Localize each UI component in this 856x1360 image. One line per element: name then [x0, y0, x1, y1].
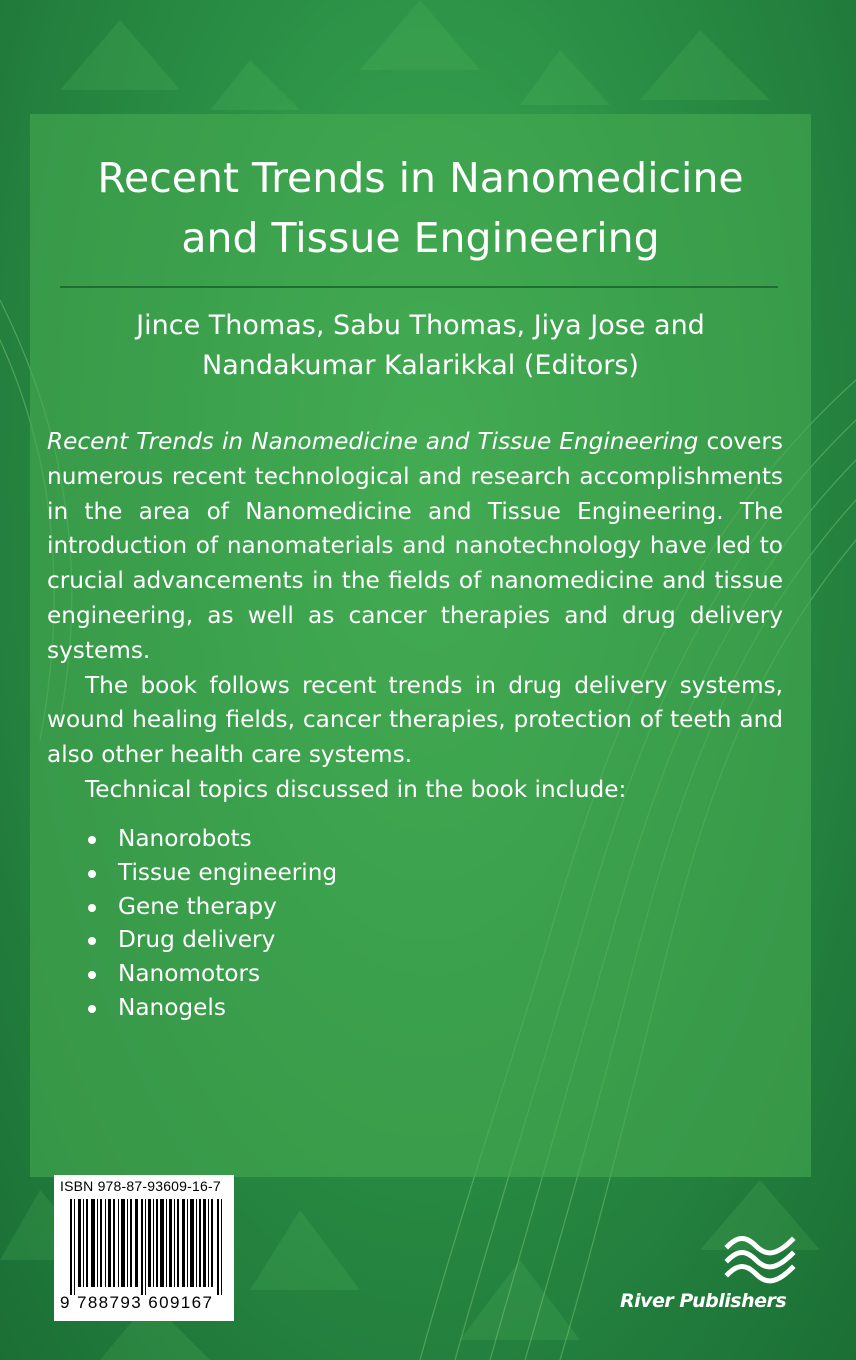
publisher-name: River Publishers [620, 1290, 787, 1312]
description-paragraph-2: The book follows recent trends in drug delivery systems, wound healing fields, cancer therapies, protection of teeth and also other health care systems. [47, 671, 783, 769]
list-item: Nanomotors [86, 957, 586, 991]
editors-line2: Nandakumar Kalarikkal (Editors) [202, 350, 639, 381]
topics-list [86, 822, 586, 1025]
isbn-barcode-box [54, 1175, 234, 1321]
editors [30, 306, 811, 386]
description-paragraph-3: Technical topics discussed in the book include: [85, 775, 627, 803]
list-item: Tissue engineering [86, 856, 586, 890]
description-paragraph-1 [47, 425, 783, 669]
book-title-line2: and Tissue Engineering [181, 214, 660, 262]
barcode-digits: 9 788793 609167 [60, 1293, 214, 1312]
list-item: Nanogels [86, 991, 586, 1025]
book-title [30, 148, 811, 268]
title-divider [60, 286, 778, 288]
barcode-icon [70, 1199, 224, 1295]
publisher-logo [612, 1220, 807, 1320]
book-description [47, 425, 783, 808]
description-paragraph-1-text: covers numerous recent technological and research accomplishments in the area of Nanomedicine and Tissue Engineering. The introduction of nanomaterials and nanotechnology have led to crucial advancements in the fields of nanomedicine and tissue engineering, as well as cancer therapies and drug delivery systems. [47, 428, 783, 664]
book-title-line1: Recent Trends in Nanomedicine [97, 154, 744, 202]
editors-line1: Jince Thomas, Sabu Thomas, Jiya Jose and [136, 310, 705, 341]
isbn-label: ISBN 978-87-93609-16-7 [60, 1178, 221, 1194]
description-title-italic: Recent Trends in Nanomedicine and Tissue Engineering [47, 428, 699, 455]
river-waves-icon [724, 1228, 796, 1284]
list-item: Nanorobots [86, 822, 586, 856]
list-item: Drug delivery [86, 923, 586, 957]
list-item: Gene therapy [86, 890, 586, 924]
